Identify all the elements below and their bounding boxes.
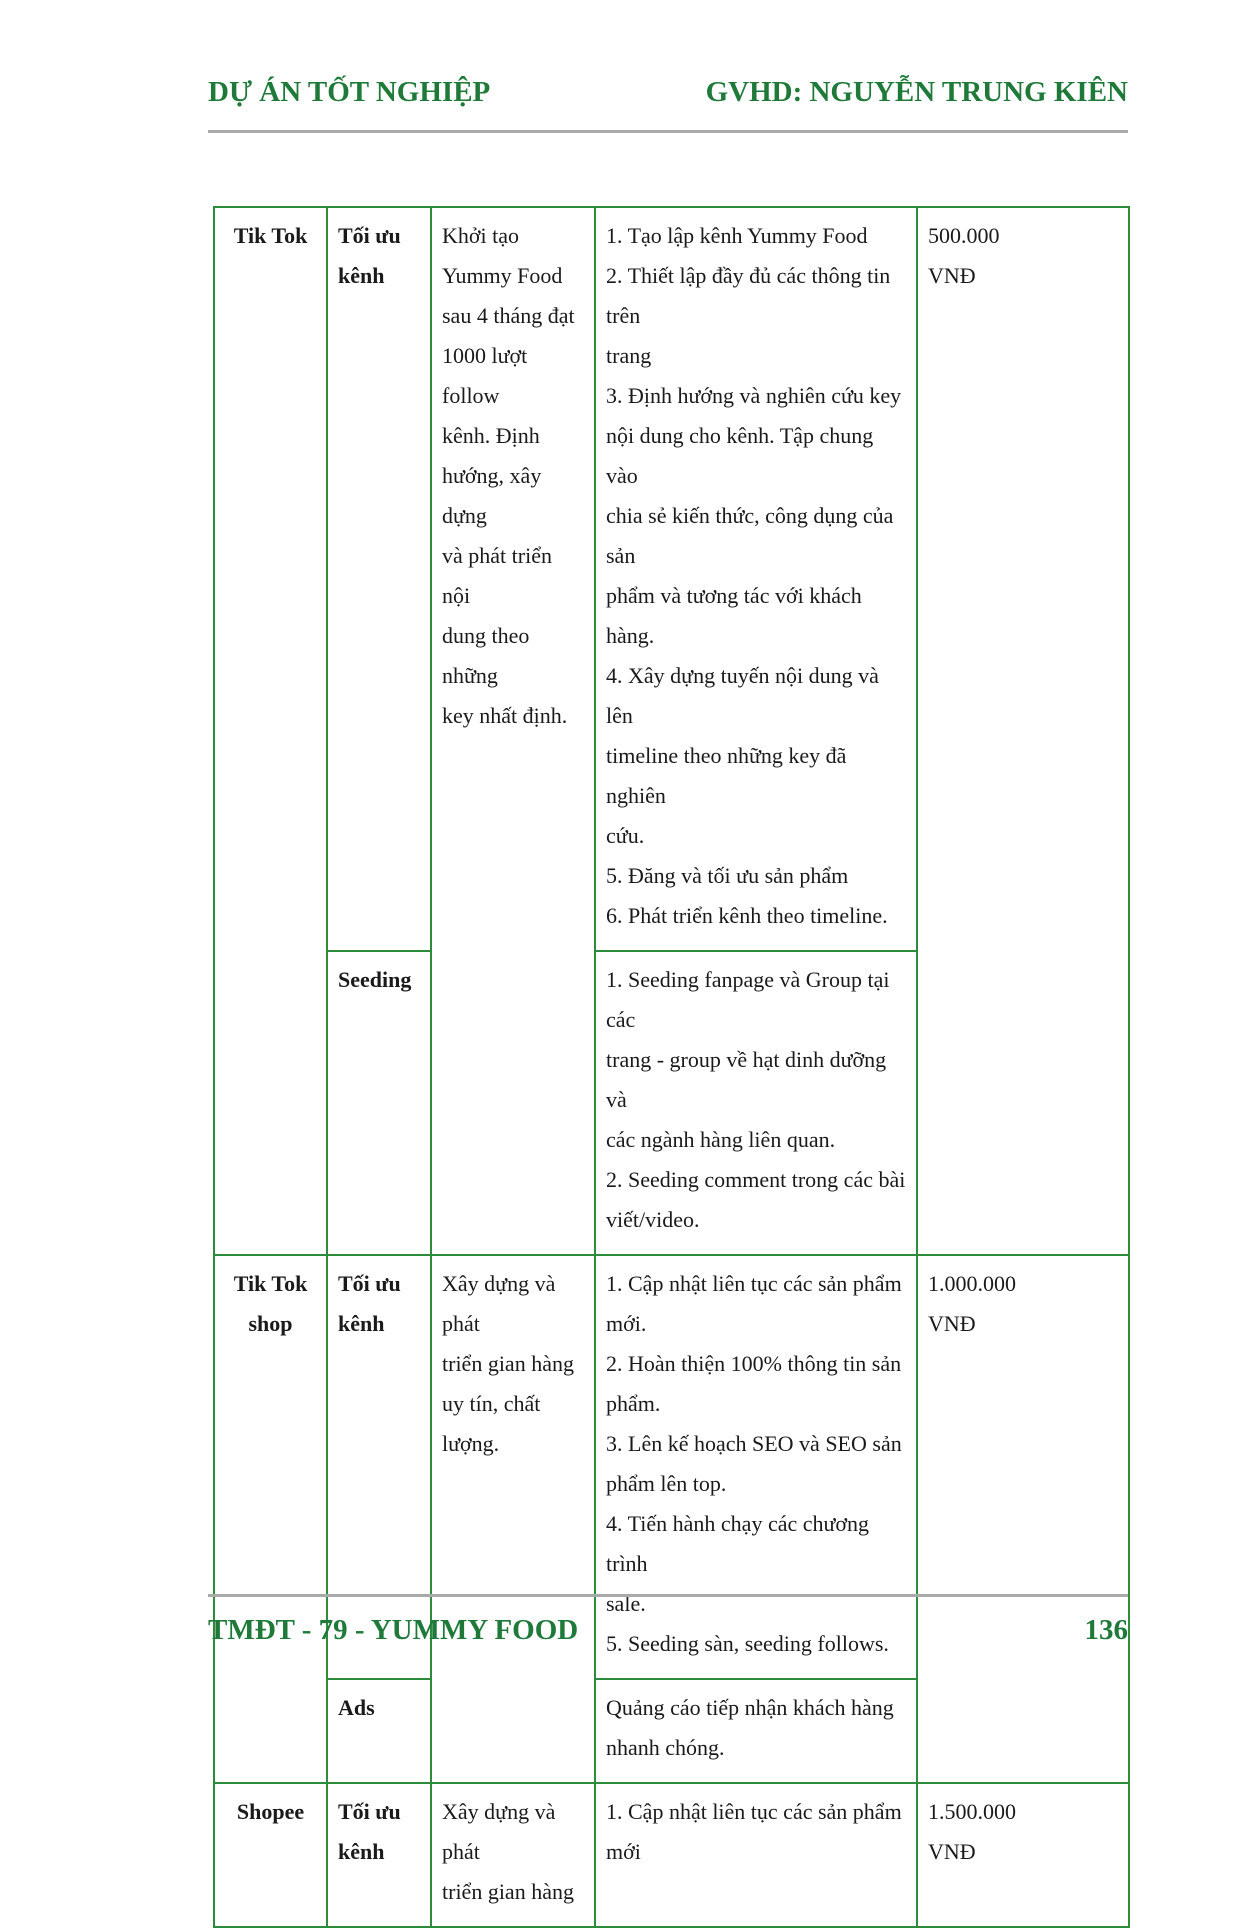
cell-text-line: kênh. Định [442,423,540,448]
cell-text-line: trang [606,343,652,368]
cell-text-line: Seeding [338,967,412,992]
cell-text-line: Tối ưu [338,1271,401,1296]
cell-text-line: 3. Định hướng và nghiên cứu key [606,383,902,408]
goal-cell [431,1783,595,1927]
cell-text-line: 3. Lên kế hoạch SEO và SEO sản [606,1431,902,1456]
cell-text-line: phẩm. [606,1391,661,1416]
cell-text-line: VNĐ [928,1839,976,1864]
cell-text-line: 5. Seeding sàn, seeding follows. [606,1631,889,1656]
cell-text-line: 4. Tiến hành chạy các chương trình [606,1511,870,1576]
cell-text-line: Tik Tok [233,223,308,248]
cell-text-line: key nhất định. [442,703,568,728]
footer-document-title: TMĐT - 79 - YUMMY FOOD [208,1613,579,1646]
cell-text-line: Quảng cáo tiếp nhận khách hàng [606,1695,894,1720]
activity-cell [327,207,431,951]
cell-text-line: 1.000.000 [928,1271,1016,1296]
goal-cell [431,207,595,1255]
cell-text-line: 500.000 [928,223,1000,248]
cell-text-line: Xây dựng và phát [442,1271,556,1336]
cell-text-line: phẩm lên top. [606,1471,727,1496]
cell-text-line: Tối ưu [338,223,401,248]
cell-text-line: 6. Phát triển kênh theo timeline. [606,903,888,928]
cell-text-line: kênh [338,1311,385,1336]
cell-text-line: uy tín, chất [442,1391,541,1416]
cell-text-line: 1. Cập nhật liên tục các sản phẩm [606,1271,902,1296]
cell-text-line: Ads [338,1695,375,1720]
footer-divider [208,1594,1128,1597]
cell-text-line: Yummy Food [442,263,563,288]
cell-text-line: nội dung cho kênh. Tập chung vào [606,423,874,488]
cell-text-line: Khởi tạo [442,223,520,248]
cell-text-line: Shopee [236,1799,305,1824]
cell-text-line: Tối ưu [338,1799,401,1824]
cell-text-line: các ngành hàng liên quan. [606,1127,836,1152]
activity-cell [327,951,431,1255]
cell-text-line: và phát triển nội [442,543,552,608]
cell-text-line: trang - group về hạt dinh dưỡng và [606,1047,887,1112]
cell-text-line: triển gian hàng [442,1351,574,1376]
tasks-cell [595,1783,917,1927]
cell-text-line: cứu. [606,823,645,848]
cell-text-line: 1000 lượt follow [442,343,528,408]
page-header [208,72,1128,112]
cell-text-line: 1. Seeding fanpage và Group tại các [606,967,890,1032]
cell-text-line: 5. Đăng và tối ưu sản phẩm [606,863,849,888]
cell-text-line: nhanh chóng. [606,1735,725,1760]
platform-cell-tiktok [214,207,327,1255]
cell-text-line: mới. [606,1311,647,1336]
cell-text-line: phẩm và tương tác với khách hàng. [606,583,862,648]
tasks-cell [595,1679,917,1783]
cell-text-line: kênh [338,1839,385,1864]
cell-text-line: 2. Thiết lập đầy đủ các thông tin trên [606,263,891,328]
cell-text-line: triển gian hàng [442,1879,574,1904]
page-footer [208,1610,1128,1650]
cell-text-line: Tik Tok [233,1271,308,1296]
cell-text-line: shop [248,1311,293,1336]
channel-plan-table [213,206,1130,1928]
table-row [214,207,1129,951]
cell-text-line: chia sẻ kiến thức, công dụng của sản [606,503,894,568]
cell-text-line: 2. Seeding comment trong các bài [606,1167,906,1192]
header-divider [208,130,1128,133]
cell-text-line: 1. Tạo lập kênh Yummy Food [606,223,868,248]
page-number: 136 [1084,1613,1128,1646]
cell-text-line: sau 4 tháng đạt [442,303,575,328]
budget-cell [917,1255,1129,1783]
goal-cell [431,1255,595,1783]
cell-text-line: 4. Xây dựng tuyến nội dung và lên [606,663,879,728]
activity-cell [327,1783,431,1927]
cell-text-line: 1.500.000 [928,1799,1016,1824]
cell-text-line: 1. Cập nhật liên tục các sản phẩm [606,1799,902,1824]
cell-text-line: lượng. [442,1431,500,1456]
cell-text-line: hướng, xây dựng [442,463,542,528]
platform-cell-shopee [214,1783,327,1927]
table-row [214,1783,1129,1927]
platform-cell-tiktok-shop [214,1255,327,1783]
cell-text-line: mới [606,1839,641,1864]
cell-text-line: timeline theo những key đã nghiên [606,743,847,808]
cell-text-line: sale. [606,1591,646,1616]
cell-text-line: 2. Hoàn thiện 100% thông tin sản [606,1351,902,1376]
tasks-cell [595,951,917,1255]
header-advisor: GVHD: NGUYỄN TRUNG KIÊN [705,75,1128,108]
cell-text-line: viết/video. [606,1207,700,1232]
cell-text-line: VNĐ [928,263,976,288]
cell-text-line: dung theo những [442,623,530,688]
cell-text-line: Xây dựng và phát [442,1799,556,1864]
budget-cell [917,1783,1129,1927]
tasks-cell [595,207,917,951]
activity-cell [327,1679,431,1783]
cell-text-line: kênh [338,263,385,288]
cell-text-line: VNĐ [928,1311,976,1336]
budget-cell [917,207,1129,1255]
header-project-title: DỰ ÁN TỐT NGHIỆP [208,75,491,108]
